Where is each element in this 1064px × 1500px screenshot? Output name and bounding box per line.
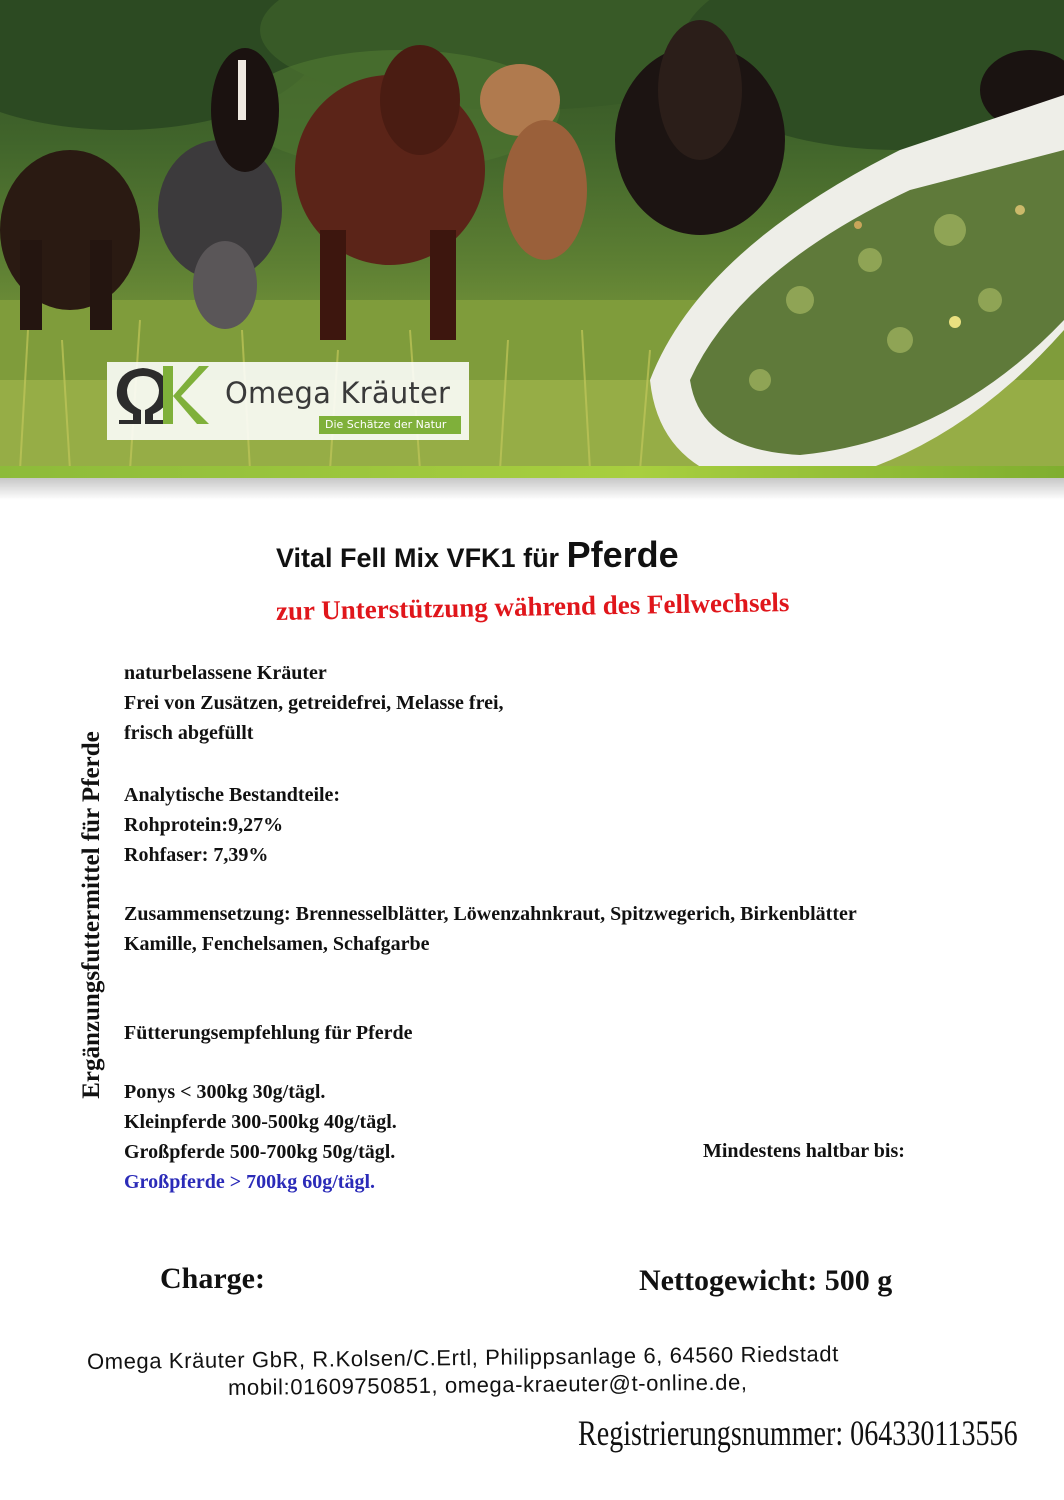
feeding-ponys: Ponys < 300kg 30g/tägl. [124,1081,326,1103]
product-title [276,534,679,576]
horse-black-blaze [211,48,279,172]
feeding-extra-large-horses: Großpferde > 700kg 60g/tägl. [124,1171,376,1193]
hero-photo [0,0,1064,478]
feeding-large-horses: Großpferde 500-700kg 50g/tägl. [124,1141,396,1163]
info-line-fresh: frisch abgefüllt [124,722,254,744]
address-line: Omega Kräuter GbR, R.Kolsen/C.Ertl, Philippsanlage 6, 64560 Riedstadt [86,1341,839,1374]
composition-line-1: Zusammensetzung: Brennesselblätter, Löwenzahnkraut, Spitzwegerich, Birkenblätter [124,903,857,925]
analytics-protein: Rohprotein:9,27% [124,814,284,836]
product-title-main: Vital Fell Mix VFK1 für [276,543,567,573]
best-before-label: Mindestens haltbar bis: [703,1140,905,1162]
charge-label: Charge: [160,1262,265,1295]
brand-name: Omega Kräuter [225,376,451,410]
contact-line: mobil:01609750851, omega-kraeuter@t-online.de, [227,1369,748,1400]
omega-k-logo-icon [107,362,211,428]
brand-tagline: Die Schätze der Natur [319,416,461,434]
net-weight: Nettogewicht: 500 g [639,1264,893,1297]
hero-shadow [0,478,1064,500]
info-line-natural: naturbelassene Kräuter [124,662,327,684]
composition-line-2: Kamille, Fenchelsamen, Schafgarbe [124,933,430,955]
analytics-fiber: Rohfaser: 7,39% [124,844,269,866]
analytics-heading: Analytische Bestandteile: [124,784,341,806]
feeding-heading: Fütterungsempfehlung für Pferde [124,1022,413,1044]
feeding-small-horses: Kleinpferde 300-500kg 40g/tägl. [124,1111,397,1133]
green-accent-bar [0,466,1064,478]
product-subtitle: zur Unterstützung während des Fellwechsels [275,587,790,626]
info-line-free-of: Frei von Zusätzen, getreidefrei, Melasse frei, [124,692,504,714]
registration-number: Registrierungsnummer: 064330113556 [578,1413,1018,1453]
product-title-animal: Pferde [566,534,679,575]
brand-logo [107,362,469,440]
vertical-category-label: Ergänzungsfuttermittel für Pferde [78,731,105,1099]
